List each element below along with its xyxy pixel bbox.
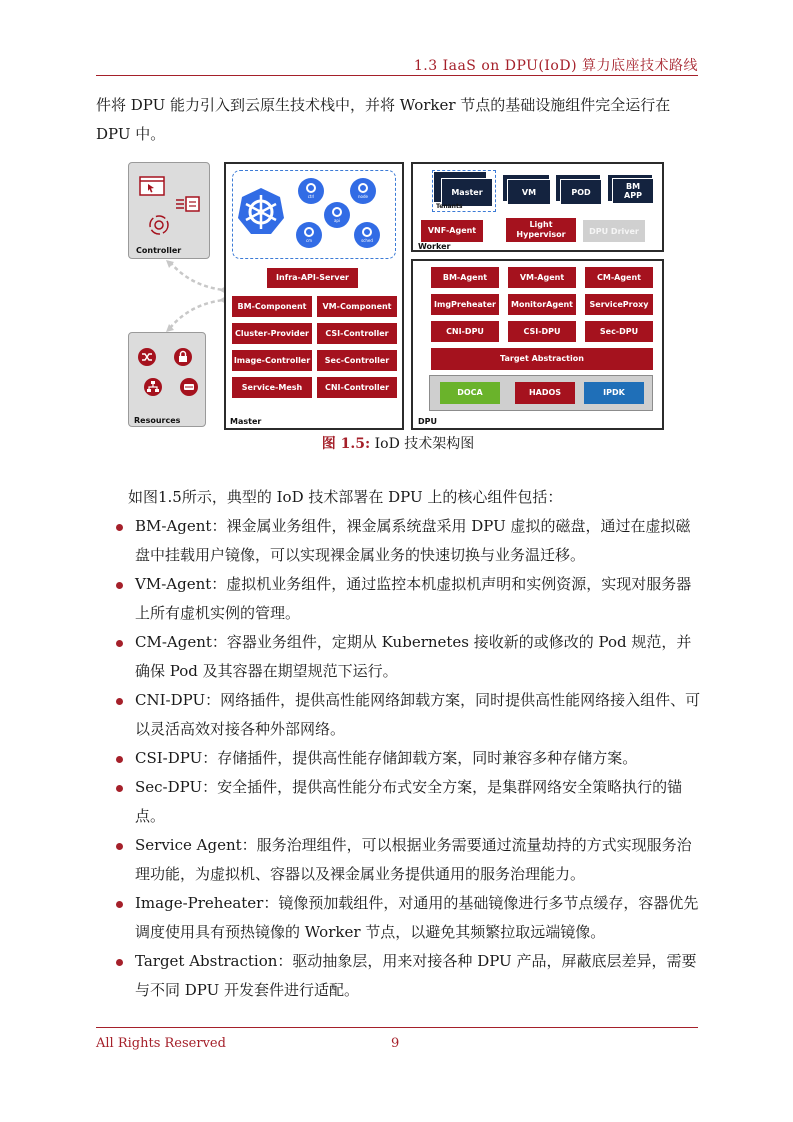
k8s-component-label: api — [333, 218, 341, 223]
dpu-agent: CSI-DPU — [508, 321, 576, 342]
body-intro: 如图1.5所示，典型的 IoD 技术部署在 DPU 上的核心组件包括： — [128, 488, 563, 506]
k8s-component-label: ctrl — [307, 194, 315, 199]
k8s-component-label: sched — [361, 238, 373, 243]
browser-cursor-icon — [139, 176, 165, 196]
footer-rights: All Rights Reserved — [96, 1036, 226, 1051]
vnf-agent: VNF-Agent — [421, 220, 483, 242]
caption-text: IoD 技术架构图 — [370, 436, 475, 452]
k8s-component-icon — [324, 202, 350, 228]
master-component: Service-Mesh — [232, 377, 312, 398]
bullet-dot-icon — [116, 901, 123, 908]
bullet-item — [112, 744, 702, 773]
running-header: 1.3 IaaS on DPU(IoD) 算力底座技术路线 — [413, 58, 698, 74]
bullet-text: CSI-DPU：存储插件，提供高性能存储卸载方案，同时兼容多种存储方案。 — [135, 749, 638, 767]
k8s-component-icon — [350, 178, 376, 204]
shuffle-icon — [137, 347, 157, 367]
bullet-text: Service Agent：服务治理组件，可以根据业务需要通过流量劫持的方式实现服务治理功能，为虚拟机、容器以及裸金属业务提供通用的服务治理能力。 — [135, 836, 692, 883]
k8s-component-label: cm — [305, 238, 313, 243]
k8s-wheel-icon — [306, 183, 316, 193]
master-label: Master — [230, 417, 262, 426]
dpu-agent: CNI-DPU — [431, 321, 499, 342]
master-component: VM-Component — [317, 296, 397, 317]
bullet-text: CNI-DPU：网络插件，提供高性能网络卸载方案，同时提供高性能网络接入组件、可以灵活高效对接各种外部网络。 — [135, 691, 701, 738]
bullet-item — [112, 628, 702, 686]
k8s-wheel-icon — [304, 227, 314, 237]
bullet-text: VM-Agent：虚拟机业务组件，通过监控本机虚拟机声明和实例资源，实现对服务器上所有虚机实例的管理。 — [135, 575, 692, 622]
bullet-dot-icon — [116, 640, 123, 647]
kubernetes-icon — [236, 186, 286, 236]
bullet-dot-icon — [116, 959, 123, 966]
target-abstraction: Target Abstraction — [431, 348, 653, 370]
k8s-component-icon — [298, 178, 324, 204]
bullet-dot-icon — [116, 785, 123, 792]
worker-panel — [411, 162, 664, 252]
master-panel — [224, 162, 404, 430]
connector-arrows — [160, 256, 230, 336]
caption-number: 图 1.5: — [321, 436, 371, 452]
bullet-dot-icon — [116, 524, 123, 531]
footer-rule — [96, 1027, 698, 1028]
k8s-component-label: node — [358, 194, 368, 199]
bullet-dot-icon — [116, 843, 123, 850]
bullet-item — [112, 889, 702, 947]
gear-sync-icon — [147, 213, 171, 237]
master-component: Image-Controller — [232, 350, 312, 371]
dpu-driver: DPU Driver — [583, 220, 645, 242]
bullet-item — [112, 831, 702, 889]
bullet-dot-icon — [116, 756, 123, 763]
component-bullet-list — [112, 512, 702, 1005]
network-icon — [143, 377, 163, 397]
bullet-item — [112, 570, 702, 628]
bullet-text: BM-Agent：裸金属业务组件，裸金属系统盘采用 DPU 虚拟的磁盘，通过在虚拟磁盘中挂载用户镜像，可以实现裸金属业务的快速切换与业务温迁移。 — [135, 517, 691, 564]
dpu-panel — [411, 259, 664, 430]
dpu-agent: ServiceProxy — [585, 294, 653, 315]
figure-caption — [96, 433, 700, 453]
bullet-item — [112, 947, 702, 1005]
lock-icon — [173, 347, 193, 367]
resources-label: Resources — [134, 416, 181, 425]
bullet-dot-icon — [116, 582, 123, 589]
k8s-wheel-icon — [358, 183, 368, 193]
bullet-text: Target Abstraction：驱动抽象层，用来对接各种 DPU 产品，屏蔽底层差异，需要与不同 DPU 开发套件进行适配。 — [135, 952, 697, 999]
master-component: Sec-Controller — [317, 350, 397, 371]
master-component: CNI-Controller — [317, 377, 397, 398]
controller-label: Controller — [136, 246, 182, 255]
tenant-pod: POD — [560, 179, 602, 205]
bullet-item — [112, 686, 702, 744]
dpu-agent: Sec-DPU — [585, 321, 653, 342]
k8s-wheel-icon — [362, 227, 372, 237]
bullet-text: Image-Preheater：镜像预加载组件，对通用的基础镜像进行多节点缓存，容器优先调度使用具有预热镜像的 Worker 节点，以避免其频繁拉取远端镜像。 — [135, 894, 699, 941]
bullet-text: CM-Agent：容器业务组件，定期从 Kubernetes 接收新的或修改的 Pod 规范，并确保 Pod 及其容器在期望规范下运行。 — [135, 633, 692, 680]
bullet-item — [112, 773, 702, 831]
tenant-vm: VM — [507, 179, 551, 205]
master-component: BM-Component — [232, 296, 312, 317]
k8s-component-icon — [296, 222, 322, 248]
page-number: 9 — [391, 1036, 400, 1051]
sdk-ipdk: IPDK — [584, 382, 644, 404]
dpu-agent: CM-Agent — [585, 267, 653, 288]
dpu-agent: ImgPreheater — [431, 294, 499, 315]
dpu-agent: BM-Agent — [431, 267, 499, 288]
tenant-master: Master — [441, 178, 493, 207]
form-list-icon — [175, 195, 201, 213]
controller-panel — [128, 162, 210, 259]
k8s-component-icon — [354, 222, 380, 248]
storage-icon — [179, 377, 199, 397]
k8s-wheel-icon — [332, 207, 342, 217]
sdk-doca: DOCA — [440, 382, 500, 404]
bullet-dot-icon — [116, 698, 123, 705]
dpu-agent: VM-Agent — [508, 267, 576, 288]
infra-api-server: Infra-API-Server — [267, 268, 358, 288]
dpu-label: DPU — [418, 417, 437, 426]
intro-paragraph: 件将 DPU 能力引入到云原生技术栈中，并将 Worker 节点的基础设施组件完全运行在 DPU 中。 — [96, 96, 671, 143]
tenant-bm-app: BM APP — [612, 178, 654, 204]
resources-panel — [128, 332, 206, 427]
master-component: CSI-Controller — [317, 323, 397, 344]
tenants-label: Tenants — [436, 203, 463, 210]
light-hypervisor: Light Hypervisor — [506, 218, 576, 242]
master-component: Cluster-Provider — [232, 323, 312, 344]
dpu-agent: MonitorAgent — [508, 294, 576, 315]
architecture-figure — [0, 0, 793, 430]
bullet-item — [112, 512, 702, 570]
sdk-hados: HADOS — [515, 382, 575, 404]
bullet-text: Sec-DPU：安全插件，提供高性能分布式安全方案，是集群网络安全策略执行的锚点。 — [135, 778, 683, 825]
worker-label: Worker — [418, 242, 451, 251]
